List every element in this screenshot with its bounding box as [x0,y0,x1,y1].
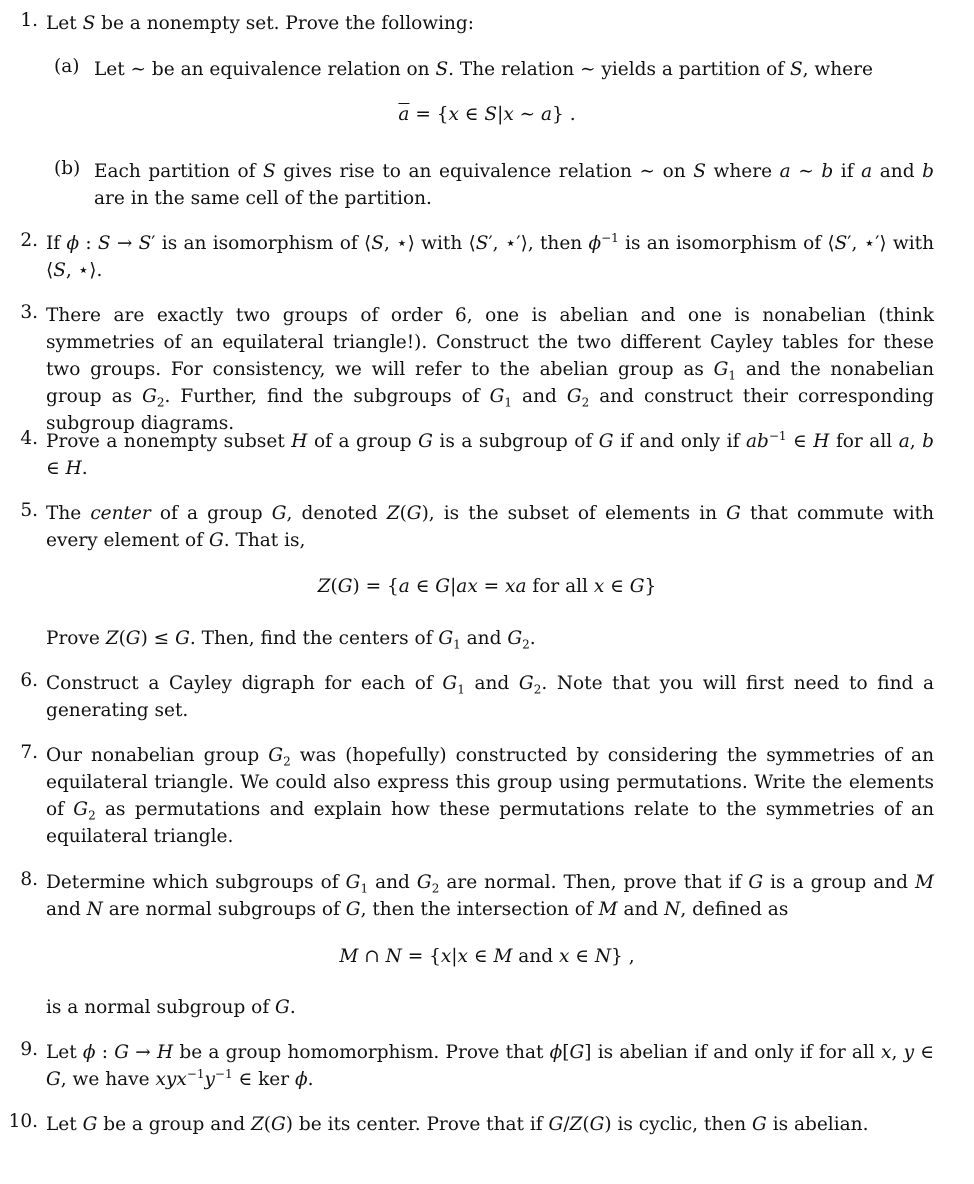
problem-text: Let G be a group and Z(G) be its center. Prove that if G/Z(G) is cyclic, then G is abelian. [46,1114,869,1135]
problem-text: The center of a group G, denoted Z(G), is the subset of elements in G that commute with every element of G. That is, [46,503,935,551]
part-label: (b) [54,158,81,179]
problem-number: 6. [20,670,38,691]
problem-text: Construct a Cayley digraph for each of $G_1$ and $G_2$. Note that you will first need to find a generating set. [46,673,934,721]
part-text: Let ∼ be an equivalence relation on S. The relation ∼ yields a partition of S, where [94,59,873,80]
problem-text: Determine which subgroups of $G_1$ and $G_2$ are normal. Then, prove that if G is a group and M and N are normal subgroups of G, then the intersection of M and N, defined as [46,872,934,920]
part-text: Each partition of S gives rise to an equivalence relation ∼ on S where a ∼ b if a and b are in the same cell of the partition. [94,161,934,209]
problem-number: 4. [20,428,38,449]
problem-text: is a normal subgroup of G. [46,997,296,1018]
problem-text: Our nonabelian group $G_2$ was (hopefully) constructed by considering the symmetries of an equilateral triangle. We could also express this group using permutations. Write the elements of $G_2$ as permutations and explain how these permutations relate to the symmetries of an equilateral triangle. [46,745,934,847]
problem-text: Let ϕ : G → H be a group homomorphism. Prove that ϕ[G] is abelian if and only if for all x, y ∈ G, we have $xyx^{-1}y^{-1}$ ∈ ker ϕ. [46,1042,934,1090]
problem-number: 8. [20,869,38,890]
equation-class: $\overline{a} = \{x$ ∈ S|x ∼ a} . [398,104,576,125]
problem-text: Let S be a nonempty set. Prove the following: [46,13,475,34]
problem-number: 1. [20,10,38,31]
problem-number: 9. [20,1039,38,1060]
equation-center: Z(G) = {a ∈ G|ax = xa for all x ∈ G} [317,576,657,597]
problem-text: Prove a nonempty subset H of a group G is a subgroup of G if and only if $ab^{-1}$ ∈ H for all a, b ∈ H. [46,428,934,479]
problem-number: 3. [20,302,38,323]
problem-number: 2. [20,230,38,251]
problem-text: There are exactly two groups of order 6, one is abelian and one is nonabelian (think symmetries of an equilateral triangle!). Construct the two different Cayley tables for these two groups. For consistency, we will refer to the abelian group as $G_1$ and the nonabelian group as $G_2$. Further, find the subgroups of $G_1$ and $G_2$ and construct their corresponding subgroup diagrams. [46,305,935,434]
part-label: (a) [54,56,80,77]
problem-number: 5. [20,500,38,521]
problem-number: 10. [8,1111,38,1132]
problem-text: Prove Z(G) ≤ G. Then, find the centers of $G_1$ and $G_2$. [46,628,536,652]
problem-number: 7. [20,742,38,763]
problem-text: If ϕ : S → S′ is an isomorphism of ⟨S, ⋆⟩ with ⟨S′, ⋆′⟩, then $\phi^{-1}$ is an isomorphism of ⟨S′, ⋆′⟩ with ⟨S, ⋆⟩. [46,230,934,281]
equation-intersection: M ∩ N = {x|x ∈ M and x ∈ N} , [339,946,635,967]
